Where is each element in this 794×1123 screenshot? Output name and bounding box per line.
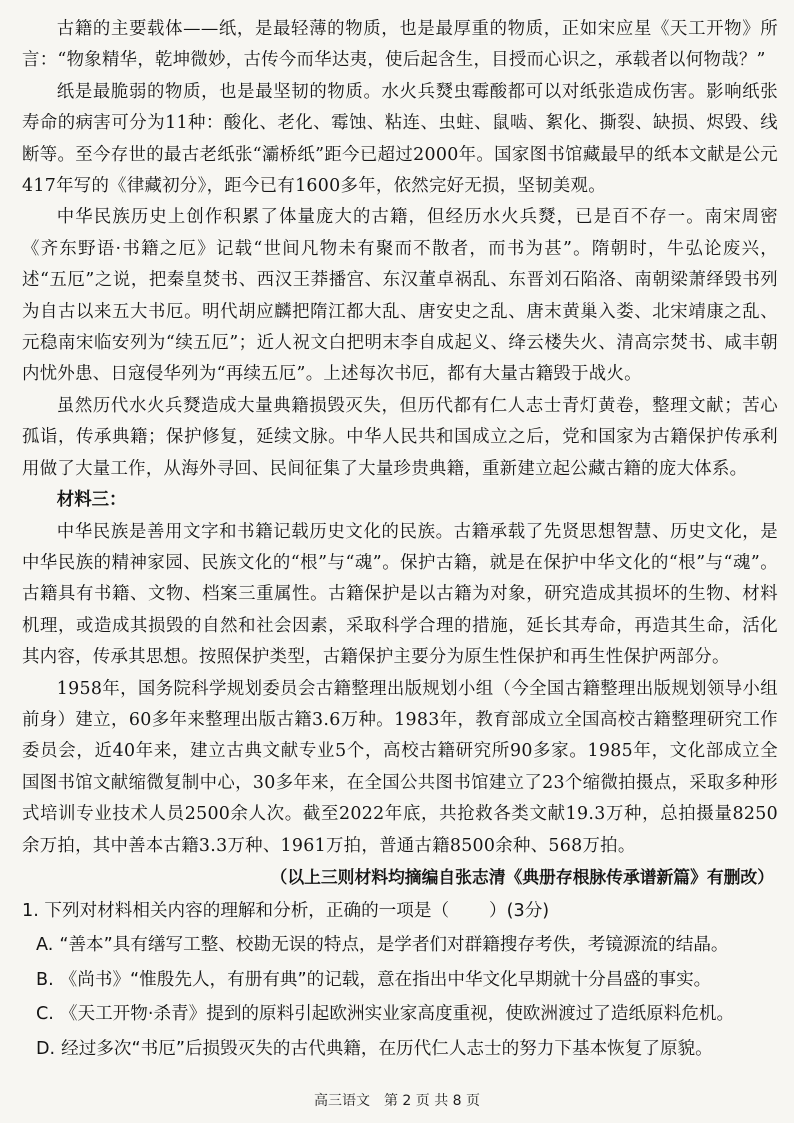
paragraph: 虽然历代水火兵燹造成大量典籍损毁灭失，但历代都有仁人志士青灯黄卷，整理文献；苦心孤诣，传承典籍；保护修复，延续文脉。中华人民共和国成立之后，党和国家为古籍保护传承利用做了大量工作，从海外寻回、民间征集了大量珍贵典籍，重新建立起公藏古籍的庞大体系。 [22,395,778,479]
option-a[interactable] [22,928,778,963]
page-footer: 高三语文 第 2 页 共 8 页 [313,1093,481,1109]
option-letter: D. [36,1038,56,1059]
source-note: （以上三则材料均摘编自张志清《典册存根脉传承谱新篇》有删改） [270,866,774,887]
option-b[interactable] [22,963,778,998]
paragraph: 纸是最脆弱的物质，也是最坚韧的物质。水火兵燹虫霉酸都可以对纸张造成伤害。影响纸张寿命的病害可分为11种：酸化、老化、霉蚀、粘连、虫蛀、鼠啮、絮化、撕裂、缺损、烬毁、线断等。至今存世的最古老纸张“灞桥纸”距今已超过2000年。国家图书馆藏最早的纸本文献是公元417年写的《律藏初分》，距今已有1600多年，依然完好无损，坚韧美观。 [22,81,778,197]
question-stem-text: 1. 下列对材料相关内容的理解和分析，正确的一项是（ [22,901,450,922]
option-text: 《尚书》“惟殷先人，有册有典”的记载，意在指出中华文化早期就十分昌盛的事实。 [59,969,712,990]
paragraph: 古籍的主要载体——纸，是最轻薄的物质，也是最厚重的物质，正如宋应星《天工开物》所言：“物象精华，乾坤微妙，古传今而华达夷，使后起含生，目授而心识之，承载者以何物哉？” [22,19,778,71]
page-content [22,14,778,1066]
material-label: 材料三： [56,490,127,511]
option-c[interactable] [22,997,778,1032]
paragraph: 中华民族是善用文字和书籍记载历史文化的民族。古籍承载了先贤思想智慧、历史文化，是中华民族的精神家园、民族文化的“根”与“魂”。保护古籍，就是在保护中华文化的“根”与“魂”。古籍具有书籍、文物、档案三重属性。古籍保护是以古籍为对象，研究造成其损坏的生物、材料机理，或造成其损毁的自然和社会因素，采取科学合理的措施，延长其寿命，再造其生命，活化其内容，传承其思想。按照保护类型，古籍保护主要分为原生性保护和再生性保护两部分。 [22,521,778,668]
option-text: “善本”具有缮写工整、校勘无误的特点，是学者们对群籍搜存考佚，考镜源流的结晶。 [59,935,729,956]
option-letter: A. [36,935,54,956]
option-text: 《天工开物·杀青》提到的原料引起欧洲实业家高度重视，使欧洲渡过了造纸原料危机。 [59,1004,735,1025]
option-text: 经过多次“书厄”后损毁灭失的古代典籍，在历代仁人志士的努力下基本恢复了原貌。 [61,1038,713,1059]
paragraph: 中华民族历史上创作积累了体量庞大的古籍，但经历水火兵燹，已是百不存一。南宋周密《齐东野语·书籍之厄》记载“世间凡物未有聚而不散者，而书为甚”。隋朝时，牛弘论废兴，述“五厄”之说，把秦皇焚书、西汉王莽播宫、东汉董卓祸乱、东晋刘石陷洛、南朝梁萧绎毁书列为自古以来五大书厄。明代胡应麟把隋江都大乱、唐安史之乱、唐末黄巢入娄、北宋靖康之乱、元稳南宋临安列为“续五厄”；近人祝文白把明末李自成起义、绛云楼失火、清高宗焚书、咸丰朝内忧外患、日寇侵华列为“再续五厄”。上述每次书厄，都有大量古籍毁于战火。 [22,207,778,385]
option-letter: C. [36,1004,54,1025]
option-d[interactable] [22,1032,778,1067]
paragraph: 1958年，国务院科学规划委员会古籍整理出版规划小组（今全国古籍整理出版规划领导小组前身）建立，60多年来整理出版古籍3.6万种。1983年，教育部成立全国高校古籍整理研究工作委员会，近40年来，建立古典文献专业5个，高校古籍研究所90多家。1985年，文化部成立全国图书馆文献缩微复制中心，30多年来，在全国公共图书馆建立了23个缩微拍摄点，采取多种形式培训专业技术人员2500余人次。截至2022年底，共抢救各类文献19.3万种，总拍摄量8250余万拍，其中善本古籍3.3万种、1961万拍，普通古籍8500余种、568万拍。 [22,678,778,856]
option-letter: B. [36,969,54,990]
question-stem [22,895,778,928]
question-score: ）(3分) [489,901,550,922]
question-1 [22,895,778,1066]
